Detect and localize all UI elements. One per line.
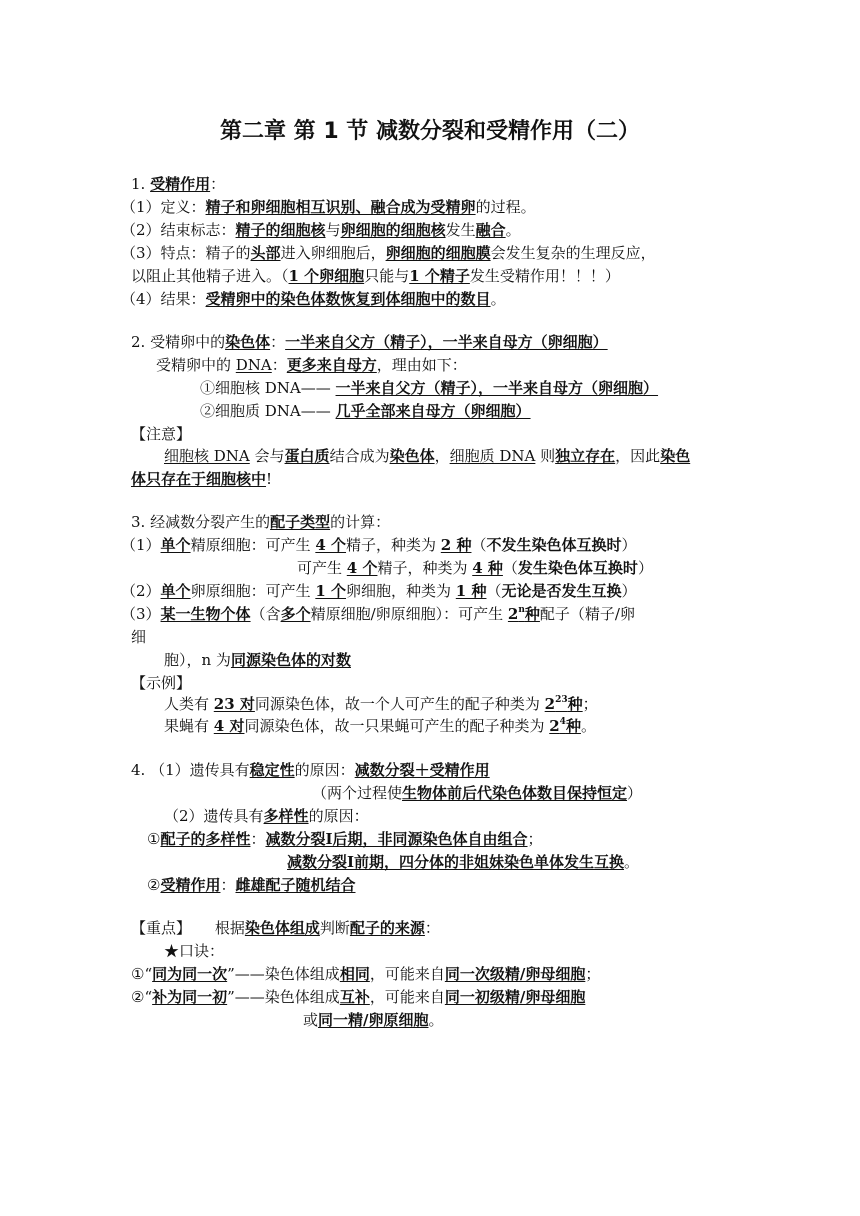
oogonium-line: （2）单个卵原细胞：可产生 1 个卵细胞，种类为 1 种（无论是否发生互换） [121, 582, 637, 600]
note-line-2: 体只存在于细胞核中! [131, 470, 273, 488]
section-1-heading: 1. 受精作用： [131, 175, 226, 193]
nuclear-dna-line: ①细胞核 DNA—— 一半来自父方（精子），一半来自母方（卵细胞） [200, 379, 659, 397]
stability-reason-line: （两个过程使生物体前后代染色体数目保持恒定） [312, 784, 643, 802]
fertilization-line: ②受精作用：雌雄配子随机结合 [147, 876, 356, 894]
organism-line-end: 胞），n 为同源染色体的对数 [164, 651, 351, 669]
mnemonic-label: ★口诀： [164, 942, 225, 960]
section-2-line-1: 2. 受精卵中的染色体：一半来自父方（精子），一半来自母方（卵细胞） [131, 333, 608, 351]
result-line: （4）结果：受精卵中的染色体数恢复到体细胞中的数目。 [121, 290, 506, 308]
mnemonic-line-2: ②“补为同一初”——染色体组成互补，可能来自同一初级精/卵母细胞 [131, 988, 586, 1006]
gamete-diversity-line-1: ①配子的多样性：减数分裂Ⅰ后期，非同源染色体自由组合； [147, 830, 543, 848]
section-2-line-2: 受精卵中的 DNA：更多来自母方，理由如下： [156, 356, 467, 374]
section-3-heading: 3. 经减数分裂产生的配子类型的计算： [131, 513, 391, 531]
cytoplasmic-dna-line: ②细胞质 DNA—— 几乎全部来自母方（卵细胞） [200, 402, 531, 420]
mnemonic-line-3: 或同一精/卵原细胞。 [303, 1011, 444, 1029]
mnemonic-line-1: ①“同为同一次”——染色体组成相同，可能来自同一次级精/卵母细胞； [131, 965, 601, 983]
spermatogonium-line-2: 可产生 4 个精子，种类为 4 种（发生染色体互换时） [297, 559, 653, 577]
end-marker-line: （2）结束标志：精子的细胞核与卵细胞的细胞核发生融合。 [121, 221, 521, 239]
feature-line-1: （3）特点：精子的头部进入卵细胞后，卵细胞的细胞膜会发生复杂的生理反应， [121, 244, 656, 262]
key-point-line: 【重点】 根据染色体组成判断配子的来源： [131, 919, 440, 937]
note-label: 【注意】 [131, 425, 192, 443]
example-fruitfly: 果蝇有 4 对同源染色体，故一只果蝇可产生的配子种类为 $2^4$种。 [164, 717, 596, 735]
organism-line-wrap: 细 [131, 628, 147, 646]
example-label: 【示例】 [131, 674, 192, 692]
diversity-line: （2）遗传具有多样性的原因： [164, 807, 369, 825]
stability-line: 4. （1）遗传具有稳定性的原因：减数分裂＋受精作用 [131, 761, 490, 779]
gamete-diversity-line-2: 减数分裂Ⅰ前期，四分体的非姐妹染色单体发生互换。 [287, 853, 640, 871]
spermatogonium-line-1: （1）单个精原细胞：可产生 4 个精子，种类为 2 种（不发生染色体互换时） [121, 536, 637, 554]
definition-line: （1）定义：精子和卵细胞相互识别、融合成为受精卵的过程。 [121, 198, 536, 216]
organism-line: （3）某一生物个体（含多个精原细胞/卵原细胞）：可产生 2$^n$种配子（精子/卵 [121, 605, 635, 623]
note-line-1: 细胞核 DNA 会与蛋白质结合成为染色体，细胞质 DNA 则独立存在，因此染色 [164, 447, 691, 465]
example-human: 人类有 23 对同源染色体，故一个人可产生的配子种类为 $2^{23}$种； [164, 695, 598, 713]
feature-line-2: 以阻止其他精子进入。（1 个卵细胞只能与1 个精子发生受精作用！！！） [131, 267, 620, 285]
page-title: 第二章 第 1 节 减数分裂和受精作用（二） [220, 119, 640, 144]
